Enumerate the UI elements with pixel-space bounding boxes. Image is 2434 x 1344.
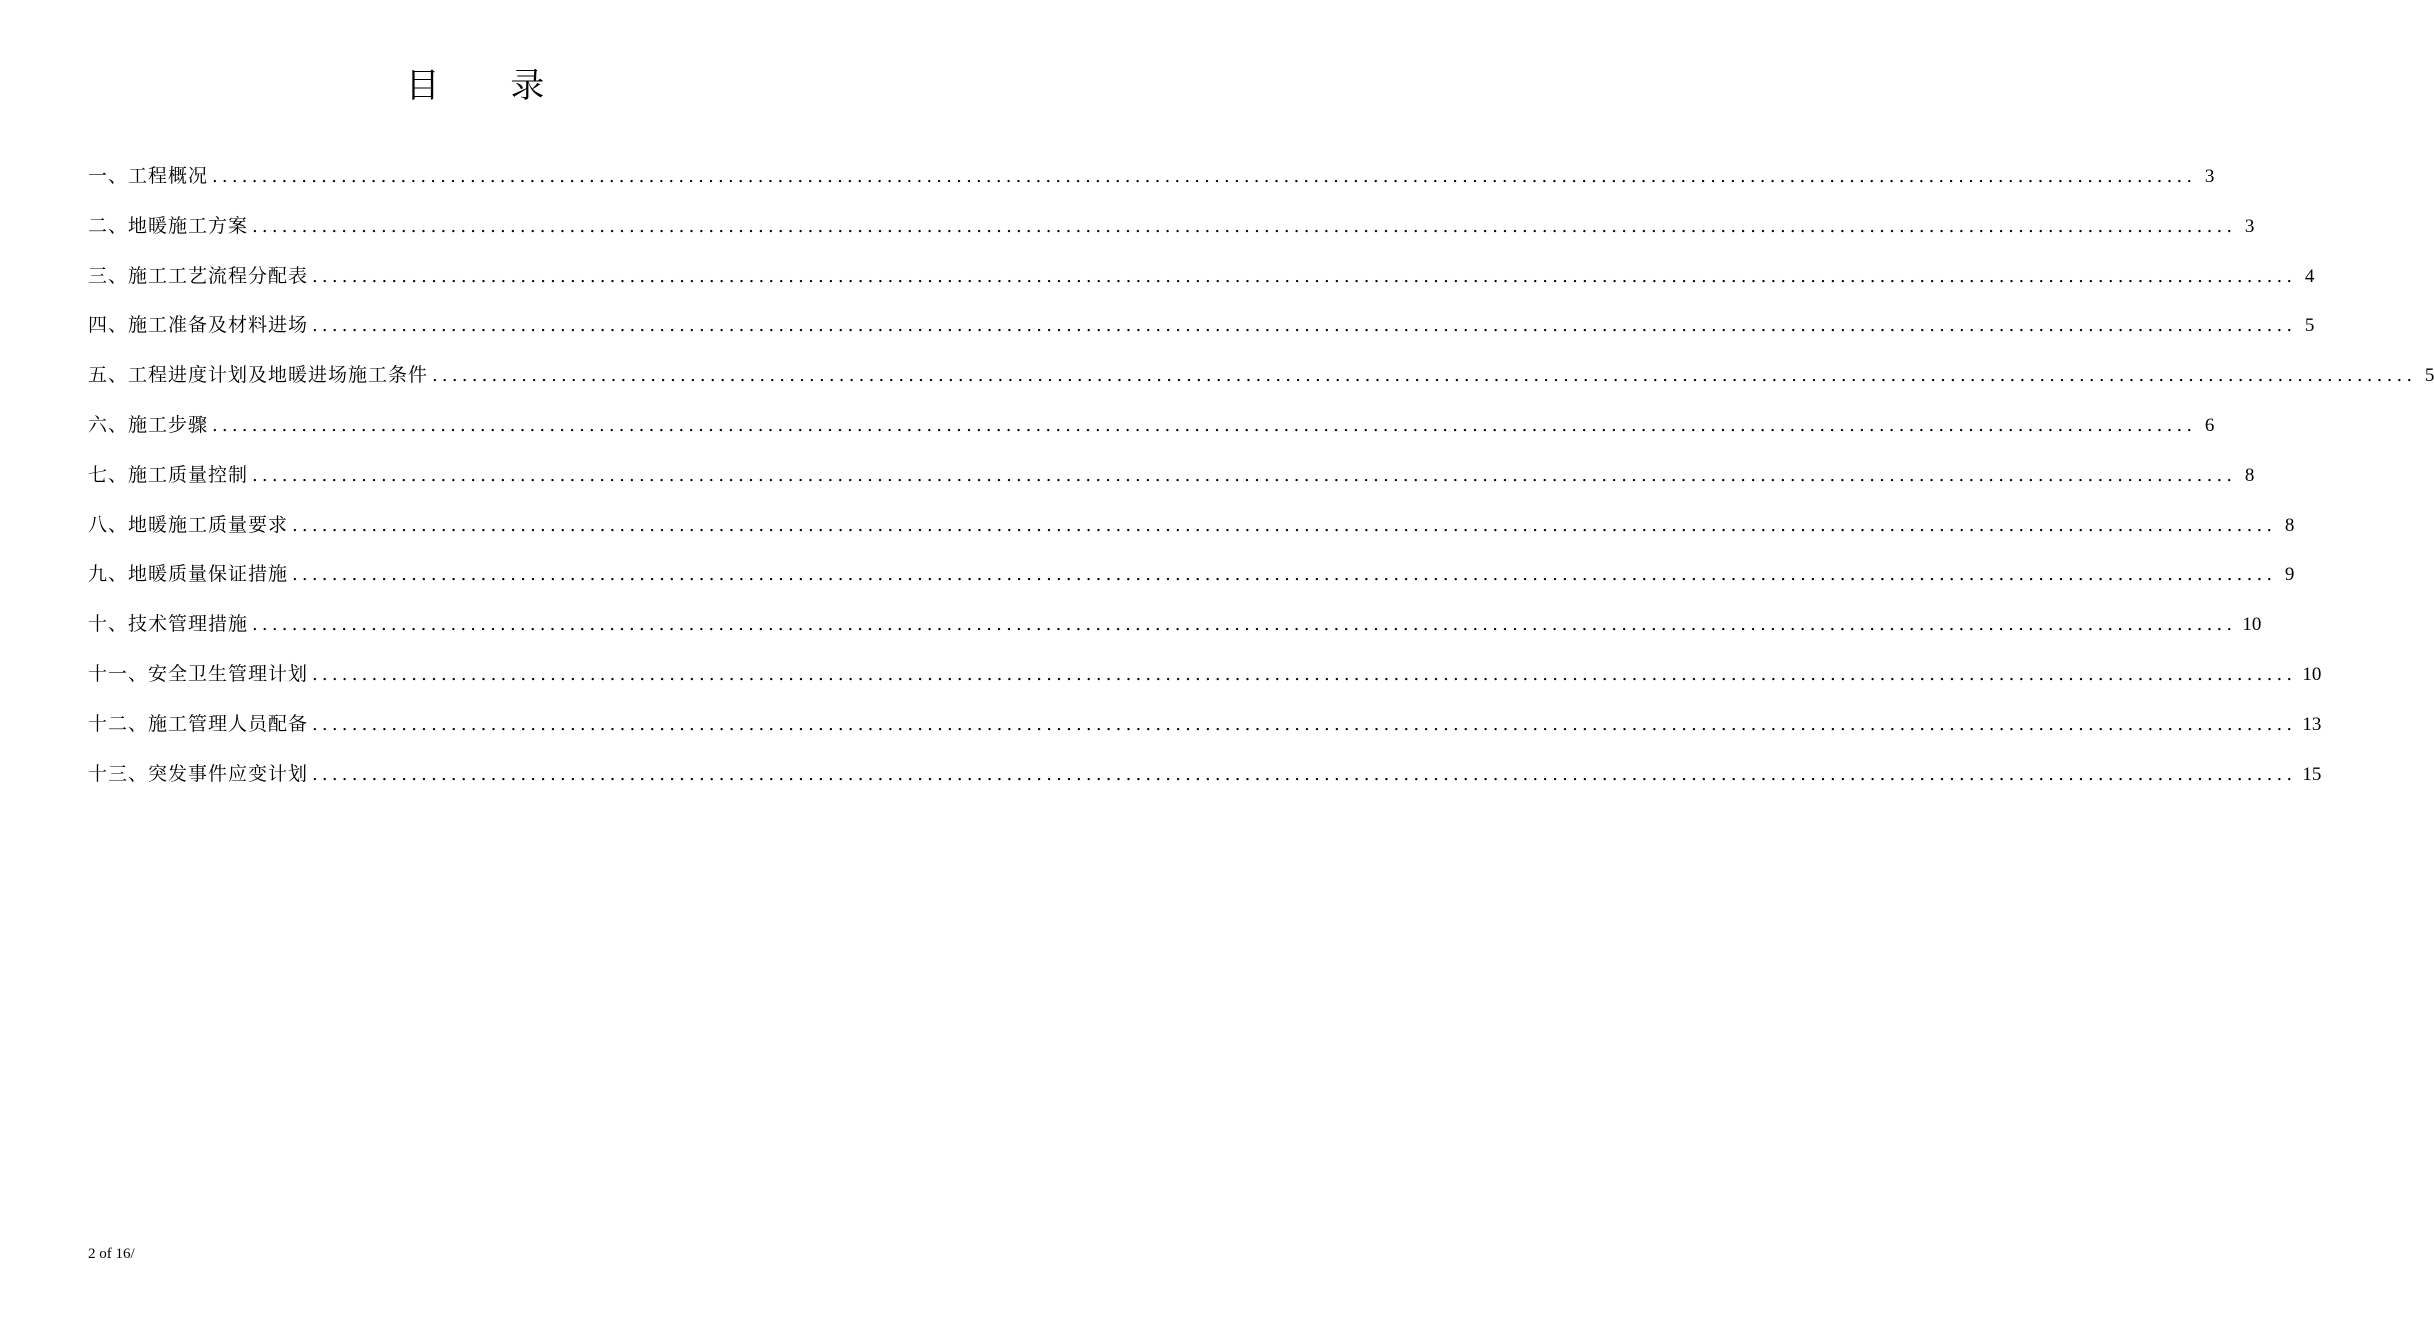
toc-entry-label: 十二、施工管理人员配备 bbox=[88, 712, 309, 735]
toc-entry[interactable] bbox=[88, 457, 2255, 507]
toc-dot-leader: ........................................................................................................................................................................................................ bbox=[292, 564, 2277, 586]
toc-entry-label: 四、施工准备及材料进场 bbox=[88, 314, 309, 337]
toc-entry-label: 二、地暖施工方案 bbox=[88, 214, 249, 237]
toc-entry-page-number: 10 bbox=[2302, 663, 2322, 685]
toc-dot-leader: ........................................................................................................................................................................................................ bbox=[312, 663, 2297, 685]
table-of-contents bbox=[88, 158, 2434, 805]
toc-entry-label: 九、地暖质量保证措施 bbox=[88, 563, 289, 586]
toc-dot-leader: ........................................................................................................................................................................................................ bbox=[212, 414, 2197, 436]
toc-entry-page-number: 5 bbox=[2304, 315, 2315, 337]
toc-entry-label: 十、技术管理措施 bbox=[88, 613, 249, 636]
toc-dot-leader: ........................................................................................................................................................................................................ bbox=[252, 464, 2237, 486]
toc-entry[interactable] bbox=[88, 158, 2215, 208]
toc-dot-leader: ........................................................................................................................................................................................................ bbox=[292, 514, 2277, 536]
toc-entry[interactable] bbox=[88, 258, 2315, 308]
toc-entry-page-number: 3 bbox=[2204, 166, 2215, 187]
toc-entry-page-number: 5 bbox=[2424, 365, 2434, 387]
toc-dot-leader: ........................................................................................................................................................................................................ bbox=[312, 315, 2297, 337]
toc-entry-label: 七、施工质量控制 bbox=[88, 463, 249, 486]
toc-dot-leader: ........................................................................................................................................................................................................ bbox=[312, 265, 2297, 287]
page-footer bbox=[88, 1244, 135, 1264]
toc-dot-leader: ........................................................................................................................................................................................................ bbox=[432, 365, 2417, 387]
toc-entry[interactable] bbox=[88, 556, 2295, 606]
toc-entry-label: 六、施工步骤 bbox=[88, 413, 209, 436]
toc-entry[interactable] bbox=[88, 656, 2322, 706]
toc-entry[interactable] bbox=[88, 756, 2322, 806]
toc-entry-page-number: 4 bbox=[2304, 265, 2315, 287]
toc-entry-label: 十一、安全卫生管理计划 bbox=[88, 662, 309, 685]
toc-entry-page-number: 3 bbox=[2244, 215, 2255, 237]
toc-entry[interactable] bbox=[88, 706, 2322, 756]
toc-entry-label: 十三、突发事件应变计划 bbox=[88, 762, 309, 785]
toc-entry[interactable] bbox=[88, 606, 2262, 656]
toc-entry[interactable] bbox=[88, 407, 2215, 457]
toc-dot-leader: ........................................................................................................................................................................................................ bbox=[252, 215, 2237, 237]
toc-entry-page-number: 15 bbox=[2302, 763, 2322, 785]
toc-dot-leader: ........................................................................................................................................................................................................ bbox=[252, 614, 2237, 636]
toc-dot-leader: ........................................................................................................................................................................................................ bbox=[212, 166, 2197, 187]
toc-entry-label: 五、工程进度计划及地暖进场施工条件 bbox=[88, 364, 429, 387]
toc-entry-label: 一、工程概况 bbox=[88, 165, 209, 187]
toc-entry[interactable] bbox=[88, 208, 2255, 258]
page-indicator: 2 of 16/ bbox=[88, 1246, 135, 1262]
toc-entry-page-number: 6 bbox=[2204, 414, 2215, 436]
toc-entry-label: 八、地暖施工质量要求 bbox=[88, 513, 289, 536]
page-title: 目 录 bbox=[405, 66, 575, 106]
toc-entry[interactable] bbox=[88, 307, 2315, 357]
toc-entry[interactable] bbox=[88, 507, 2295, 557]
toc-entry-page-number: 13 bbox=[2302, 713, 2322, 735]
toc-entry-page-number: 10 bbox=[2242, 614, 2262, 636]
toc-entry-page-number: 8 bbox=[2284, 514, 2295, 536]
toc-entry-label: 三、施工工艺流程分配表 bbox=[88, 264, 309, 287]
toc-entry[interactable] bbox=[88, 357, 2434, 407]
toc-dot-leader: ........................................................................................................................................................................................................ bbox=[312, 763, 2297, 785]
toc-entry-page-number: 9 bbox=[2284, 564, 2295, 586]
toc-entry-page-number: 8 bbox=[2244, 464, 2255, 486]
toc-dot-leader: ........................................................................................................................................................................................................ bbox=[312, 713, 2297, 735]
